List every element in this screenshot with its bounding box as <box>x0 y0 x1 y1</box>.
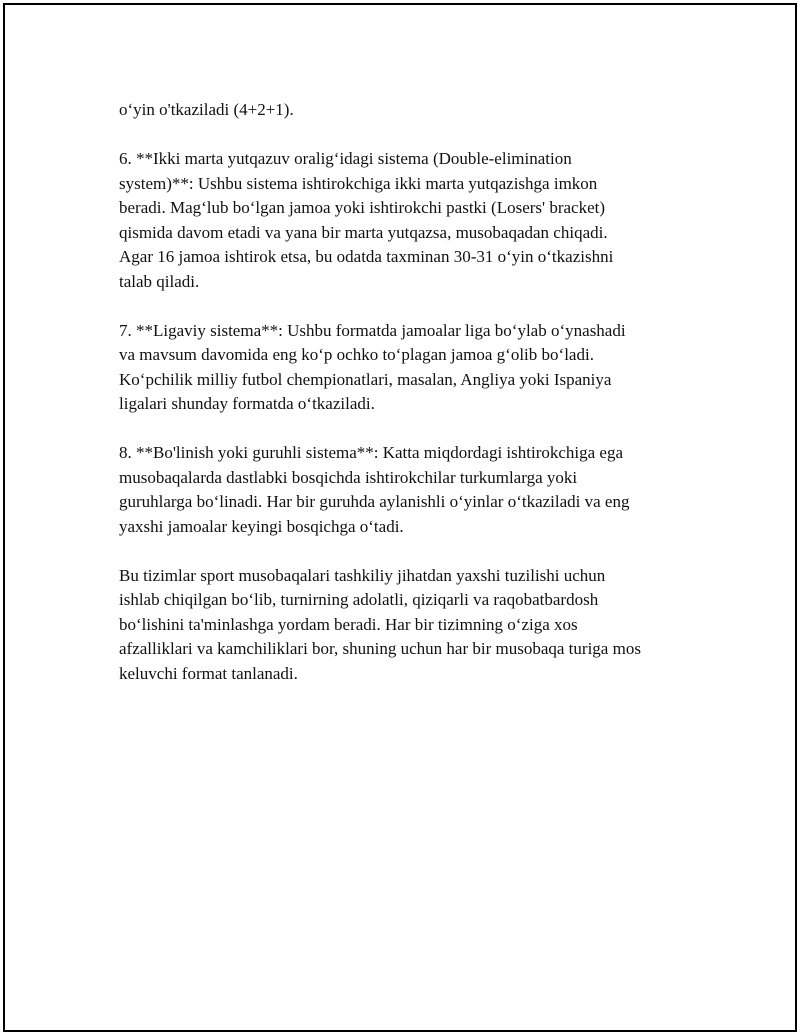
document-page <box>3 3 797 1032</box>
paragraph-group-system: 8. **Bo'linish yoki guruhli sistema**: Katta miqdordagi ishtirokchiga ega musobaqalarda dastlabki bosqichda ishtirokchilar turkumlarga yoki guruhlarga bo‘linadi. Har bir guruhda aylanishli o‘yinlar o‘tkaziladi va eng yaxshi jamoalar keyingi bosqichga o‘tadi. <box>119 443 630 536</box>
paragraph-double-elimination: 6. **Ikki marta yutqazuv oralig‘idagi sistema (Double-elimination system)**: Ushbu sistema ishtirokchiga ikki marta yutqazishga imkon beradi. Mag‘lub bo‘lgan jamoa yoki ishtirokchi pastki (Losers' bracket) qismida davom etadi va yana bir marta yutqazsa, musobaqadan chiqadi. Agar 16 jamoa ishtirok etsa, bu odatda taxminan 30-31 o‘yin o‘tkazishni talab qiladi. <box>119 149 614 291</box>
document-body <box>119 98 699 711</box>
paragraph-league-system: 7. **Ligaviy sistema**: Ushbu formatda jamoalar liga bo‘ylab o‘ynashadi va mavsum davomida eng ko‘p ochko to‘plagan jamoa g‘olib bo‘ladi. Ko‘pchilik milliy futbol chempionatlari, masalan, Angliya yoki Ispaniya ligalari shunday formatda o‘tkaziladi. <box>119 320 626 413</box>
paragraph-continuation: o‘yin o'tkaziladi (4+2+1). <box>119 100 294 119</box>
paragraph-conclusion: Bu tizimlar sport musobaqalari tashkiliy jihatdan yaxshi tuzilishi uchun ishlab chiqilgan bo‘lib, turnirning adolatli, qiziqarli va raqobatbardosh bo‘lishini ta'minlashga yordam beradi. Har bir tizimning o‘ziga xos afzalliklari va kamchiliklari bor, shuning uchun har bir musobaqa turiga mos keluvchi format tanlanadi. <box>119 565 641 683</box>
